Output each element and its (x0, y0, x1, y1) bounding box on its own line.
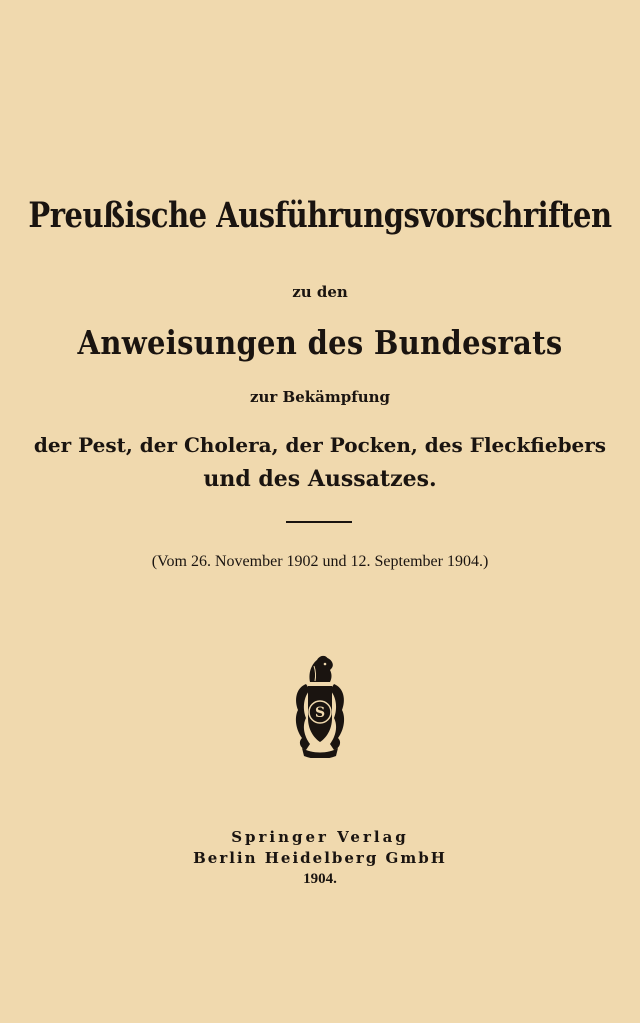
purpose-text: zur Bekämpfung (250, 388, 390, 406)
book-subtitle: Anweisungen des Bundesrats (77, 323, 563, 363)
dates-text: (Vom 26. November 1902 und 12. September 1904.) (151, 553, 489, 570)
diseases-line-2: und des Aussatzes. (203, 466, 437, 492)
connector-text: zu den (292, 283, 348, 301)
springer-horse-emblem-icon (288, 652, 352, 758)
publisher-name: Springer Verlag (231, 828, 409, 846)
divider-rule (286, 521, 352, 523)
publication-year: 1904. (303, 871, 337, 887)
publisher-location: Berlin Heidelberg GmbH (193, 849, 447, 867)
diseases-line-1: der Pest, der Cholera, der Pocken, des Fleckfiebers (33, 433, 607, 457)
book-title: Preußische Ausführungsvorschriften (28, 194, 612, 236)
emblem-monogram: S (314, 705, 326, 721)
